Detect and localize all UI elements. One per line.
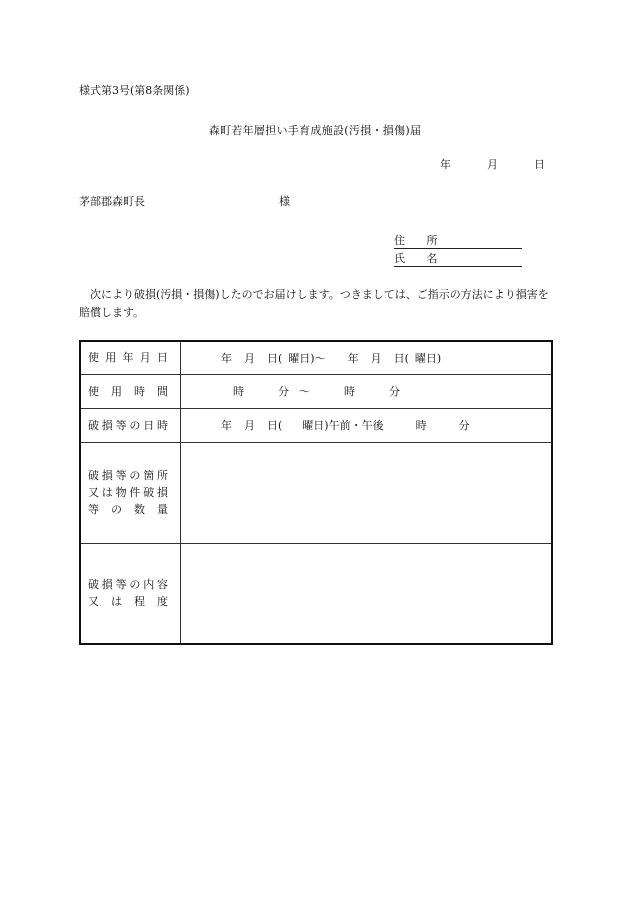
label-usage-date: 使 用 年 月 日	[88, 351, 168, 365]
applicant-name-field[interactable]	[394, 250, 522, 267]
applicant-address-field[interactable]	[394, 232, 522, 249]
label-damage-datetime: 破 損 等 の 日 時	[88, 418, 168, 432]
applicant-address-label: 住 所	[394, 234, 447, 247]
label-damage-location-1: 破 損 等 の 箇 所	[88, 469, 168, 482]
label-damage-detail-2: 又 は 程 度	[88, 595, 168, 609]
row-damage-detail	[80, 543, 552, 644]
label-usage-time: 使 用 時 間	[88, 384, 168, 398]
applicant-name-label: 氏 名	[394, 252, 447, 265]
row-usage-date	[80, 341, 552, 374]
label-damage-detail-1: 破 損 等 の 内 容	[88, 578, 168, 592]
date-line	[440, 156, 545, 172]
date-day: 日	[534, 158, 545, 171]
field-usage-time[interactable]: 時 分 〜 時 分	[181, 374, 553, 408]
form-number: 様式第3号(第8条関係)	[79, 84, 190, 97]
field-damage-location[interactable]	[181, 442, 553, 543]
label-damage-location-3: 等 の 数 量	[88, 503, 168, 516]
report-table	[79, 340, 553, 645]
field-damage-datetime[interactable]: 年 月 日( 曜日)午前・午後 時 分	[181, 408, 553, 442]
row-damage-location	[80, 442, 552, 543]
row-damage-datetime	[80, 408, 552, 442]
field-usage-date[interactable]: 年 月 日( 曜日)〜 年 月 日( 曜日)	[181, 341, 553, 374]
addressee-honorific: 様	[279, 195, 290, 208]
addressee-name: 茅部郡森町長	[79, 195, 145, 208]
date-month: 月	[487, 158, 498, 171]
date-year: 年	[440, 158, 451, 171]
row-usage-time	[80, 374, 552, 408]
label-damage-location-2: 又 は 物 件 破 損	[88, 486, 168, 499]
body-text: 次により破損(汚損・損傷)したのでお届けします。つきましては、ご指示の方法により損害を賠償します。	[79, 288, 549, 319]
form-title: 森町若年層担い手育成施設(汚損・損傷)届	[208, 124, 422, 137]
field-damage-detail[interactable]	[181, 543, 553, 644]
